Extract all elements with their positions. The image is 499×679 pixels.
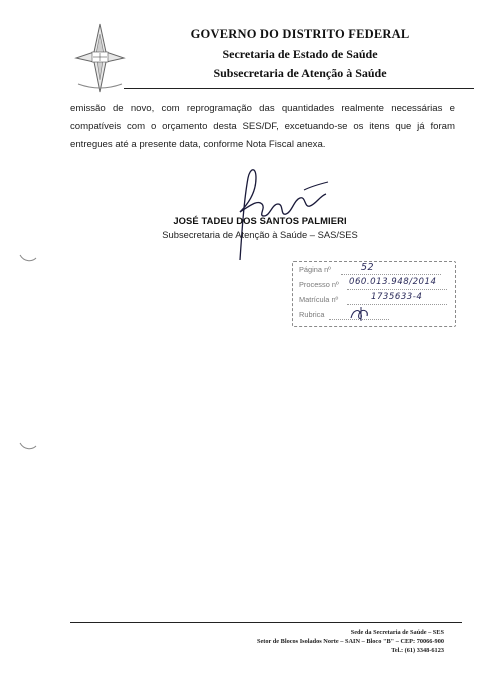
stamp-page-label: Página nº [299,265,331,274]
stamp-page-line [341,274,441,275]
header-divider [124,88,474,89]
stamp-registration-line [347,304,447,305]
stamp-registration-value: 1735633-4 [371,292,423,302]
header-subsecretariat: Subsecretaria de Atenção à Saúde [213,66,387,80]
stamp-initials-mark [347,306,377,322]
stamp-signature-label: Rubrica [299,310,325,319]
punch-hole-mark-bottom [18,440,38,452]
header-government: GOVERNO DO DISTRITO FEDERAL [190,27,410,41]
protocol-stamp [292,261,456,327]
footer-address-line-2: Setor de Blocos Isolados Norte – SAIN – Bloco "B" – CEP: 70066-900 [256,638,444,645]
stamp-process-line [347,289,447,290]
stamp-page-value: 52 [361,262,375,273]
stamp-registration-label: Matrícula nº [299,295,339,304]
footer-address-line-1: Sede da Secretaria de Saúde – SES [350,629,444,636]
stamp-process-label: Processo nº [299,280,339,289]
body-line-2: compatíveis com o orçamento desta SES/DF, excetuando-se os itens que já foram [70,121,455,132]
footer-phone: Tel.: (61) 3348-6123 [391,647,444,654]
header-secretariat: Secretaria de Estado de Saúde [222,47,378,61]
stamp-process-value: 060.013.948/2014 [349,277,437,287]
signatory-role: Subsecretaria de Atenção à Saúde – SAS/SES [162,229,358,240]
signatory-name: JOSÉ TADEU DOS SANTOS PALMIERI [173,215,347,226]
footer-divider [70,622,462,623]
body-line-3: entregues até a presente data, conforme Nota Fiscal anexa. [70,139,326,150]
government-crest-logo [72,22,128,94]
punch-hole-mark-top [18,252,38,264]
body-line-1: emissão de novo, com reprogramação das quantidades realmente necessárias e [70,103,455,114]
